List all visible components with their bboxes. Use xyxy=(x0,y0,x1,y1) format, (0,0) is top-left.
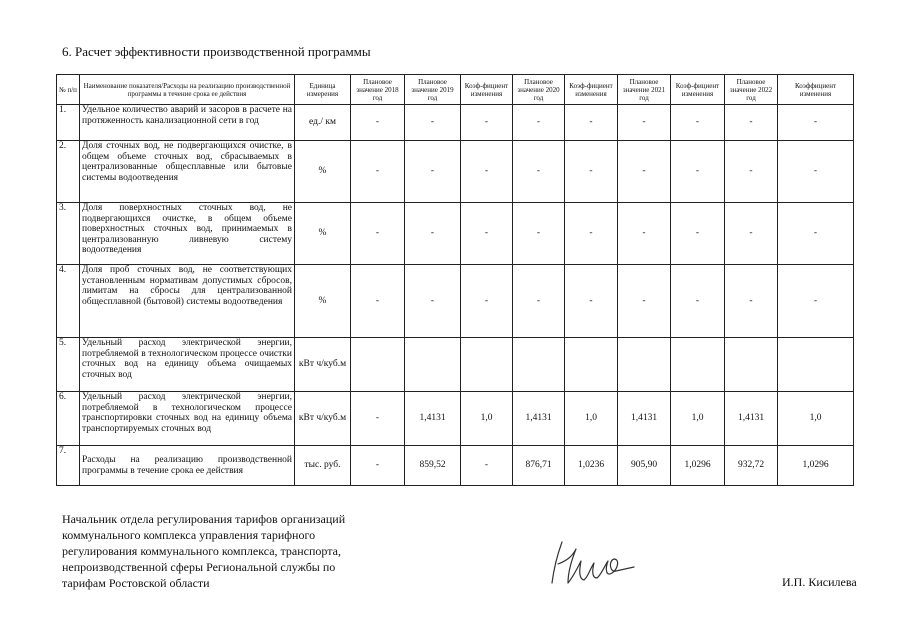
value-cell: 1,0 xyxy=(778,392,854,446)
header-cell: № п/п xyxy=(57,75,80,105)
header-cell: Коэффициент изменения xyxy=(778,75,854,105)
value-cell: - xyxy=(565,265,618,338)
header-cell: Коэф-фициент изменения xyxy=(565,75,618,105)
row-number: 7. xyxy=(57,446,80,486)
value-cell: - xyxy=(618,203,671,265)
value-cell xyxy=(351,338,405,392)
value-cell: - xyxy=(405,265,461,338)
value-cell xyxy=(461,338,513,392)
value-cell: - xyxy=(565,203,618,265)
value-cell xyxy=(405,338,461,392)
header-cell: Единица измерения xyxy=(295,75,351,105)
unit-cell: кВт ч/куб.м xyxy=(295,338,351,392)
value-cell: - xyxy=(671,141,725,203)
position-line: регулирования коммунального комплекса, транспорта, xyxy=(62,544,341,558)
section-title: 6. Расчет эффективности производственной программы xyxy=(62,44,371,59)
header-cell: Плановое значение 2020 год xyxy=(513,75,565,105)
header-cell: Плановое значение 2022 год xyxy=(725,75,778,105)
table-header-row xyxy=(57,75,854,105)
unit-cell: % xyxy=(295,265,351,338)
value-cell: - xyxy=(405,203,461,265)
value-cell: 1,0 xyxy=(461,392,513,446)
handwritten-signature xyxy=(548,537,640,589)
value-cell: - xyxy=(725,203,778,265)
value-cell: 1,0296 xyxy=(671,446,725,486)
row-number: 4. xyxy=(57,265,80,338)
value-cell xyxy=(618,338,671,392)
value-cell: 859,52 xyxy=(405,446,461,486)
value-cell: - xyxy=(725,105,778,141)
signatory-position xyxy=(62,511,345,591)
indicator-name: Расходы на реализацию производственной программы в течение срока ее действия xyxy=(80,446,295,486)
value-cell xyxy=(671,338,725,392)
table-row xyxy=(57,338,854,392)
value-cell: - xyxy=(351,265,405,338)
value-cell: - xyxy=(513,105,565,141)
value-cell: - xyxy=(671,105,725,141)
value-cell: - xyxy=(351,203,405,265)
table-row xyxy=(57,141,854,203)
value-cell: 1,0296 xyxy=(778,446,854,486)
value-cell: - xyxy=(778,141,854,203)
unit-cell: кВт ч/куб.м xyxy=(295,392,351,446)
value-cell xyxy=(778,338,854,392)
unit-cell: % xyxy=(295,203,351,265)
value-cell: - xyxy=(565,105,618,141)
value-cell: - xyxy=(725,265,778,338)
value-cell: - xyxy=(725,141,778,203)
indicator-name: Доля поверхностных сточных вод, не подвергающихся очистке, в общем объеме поверхностных сточных вод, принимаемых в централизованную ливневую систему водоотведения xyxy=(80,203,295,265)
value-cell: - xyxy=(778,105,854,141)
position-line: Начальник отдела регулирования тарифов организаций xyxy=(62,512,346,526)
indicator-name: Доля сточных вод, не подвергающихся очистке, в общем объеме сточных вод, сбрасываемых в централизованные общесплавные или бытовые системы водоотведения xyxy=(80,141,295,203)
value-cell xyxy=(725,338,778,392)
value-cell: - xyxy=(565,141,618,203)
unit-cell: ед./ км xyxy=(295,105,351,141)
value-cell: 876,71 xyxy=(513,446,565,486)
header-cell: Плановое значение 2018 год xyxy=(351,75,405,105)
indicator-name: Доля проб сточных вод, не соответствующих установленным нормативам допустимых сбросов, лимитам на сбросы для централизованной общесплавной (бытовой) системы водоотведения xyxy=(80,265,295,338)
efficiency-table xyxy=(56,74,854,486)
unit-cell: % xyxy=(295,141,351,203)
indicator-name: Удельный расход электрической энергии, потребляемой в технологическом процессе транспортировки сточных вод на единицу объема транспортируемых сточных вод xyxy=(80,392,295,446)
header-cell: Коэф-фициент изменения xyxy=(671,75,725,105)
table-row xyxy=(57,203,854,265)
value-cell: - xyxy=(351,105,405,141)
value-cell: 932,72 xyxy=(725,446,778,486)
value-cell: - xyxy=(513,203,565,265)
table-row xyxy=(57,105,854,141)
value-cell: 1,4131 xyxy=(618,392,671,446)
signer-name: И.П. Кисилева xyxy=(782,575,857,589)
value-cell: 1,0 xyxy=(565,392,618,446)
value-cell: - xyxy=(405,105,461,141)
value-cell: - xyxy=(461,203,513,265)
value-cell: 1,4131 xyxy=(513,392,565,446)
value-cell: - xyxy=(618,105,671,141)
indicator-name: Удельный расход электрической энергии, потребляемой в технологическом процессе очистки сточных вод на единицу объема очищаемых сточных вод xyxy=(80,338,295,392)
row-number: 2. xyxy=(57,141,80,203)
table-row xyxy=(57,392,854,446)
value-cell: 1,4131 xyxy=(725,392,778,446)
value-cell: - xyxy=(405,141,461,203)
value-cell: - xyxy=(671,203,725,265)
value-cell: - xyxy=(513,141,565,203)
value-cell: - xyxy=(461,265,513,338)
value-cell: 1,0 xyxy=(671,392,725,446)
header-cell: Плановое значение 2021 год xyxy=(618,75,671,105)
row-number: 5. xyxy=(57,338,80,392)
value-cell: - xyxy=(778,203,854,265)
header-cell: Коэф-фициент изменения xyxy=(461,75,513,105)
position-line: тарифам Ростовской области xyxy=(62,576,210,590)
table-row xyxy=(57,265,854,338)
value-cell: - xyxy=(778,265,854,338)
unit-cell: тыс. руб. xyxy=(295,446,351,486)
value-cell: - xyxy=(461,141,513,203)
value-cell xyxy=(565,338,618,392)
value-cell: - xyxy=(461,446,513,486)
value-cell: 905,90 xyxy=(618,446,671,486)
indicator-name: Удельное количество аварий и засоров в расчете на протяженность канализационной сети в год xyxy=(80,105,295,141)
header-cell: Наименование показателя/Расходы на реализацию производственной программы в течение срока ее действия xyxy=(80,75,295,105)
row-number: 1. xyxy=(57,105,80,141)
value-cell: - xyxy=(618,141,671,203)
position-line: коммунального комплекса управления тарифного xyxy=(62,528,316,542)
value-cell: 1,0236 xyxy=(565,446,618,486)
value-cell: 1,4131 xyxy=(405,392,461,446)
position-line: непроизводственной сферы Региональной службы по xyxy=(62,560,336,574)
value-cell: - xyxy=(351,392,405,446)
row-number: 3. xyxy=(57,203,80,265)
header-cell: Плановое значение 2019 год xyxy=(405,75,461,105)
value-cell: - xyxy=(618,265,671,338)
value-cell: - xyxy=(671,265,725,338)
row-number: 6. xyxy=(57,392,80,446)
value-cell: - xyxy=(461,105,513,141)
value-cell: - xyxy=(351,141,405,203)
value-cell xyxy=(513,338,565,392)
value-cell: - xyxy=(513,265,565,338)
value-cell: - xyxy=(351,446,405,486)
table-row xyxy=(57,446,854,486)
